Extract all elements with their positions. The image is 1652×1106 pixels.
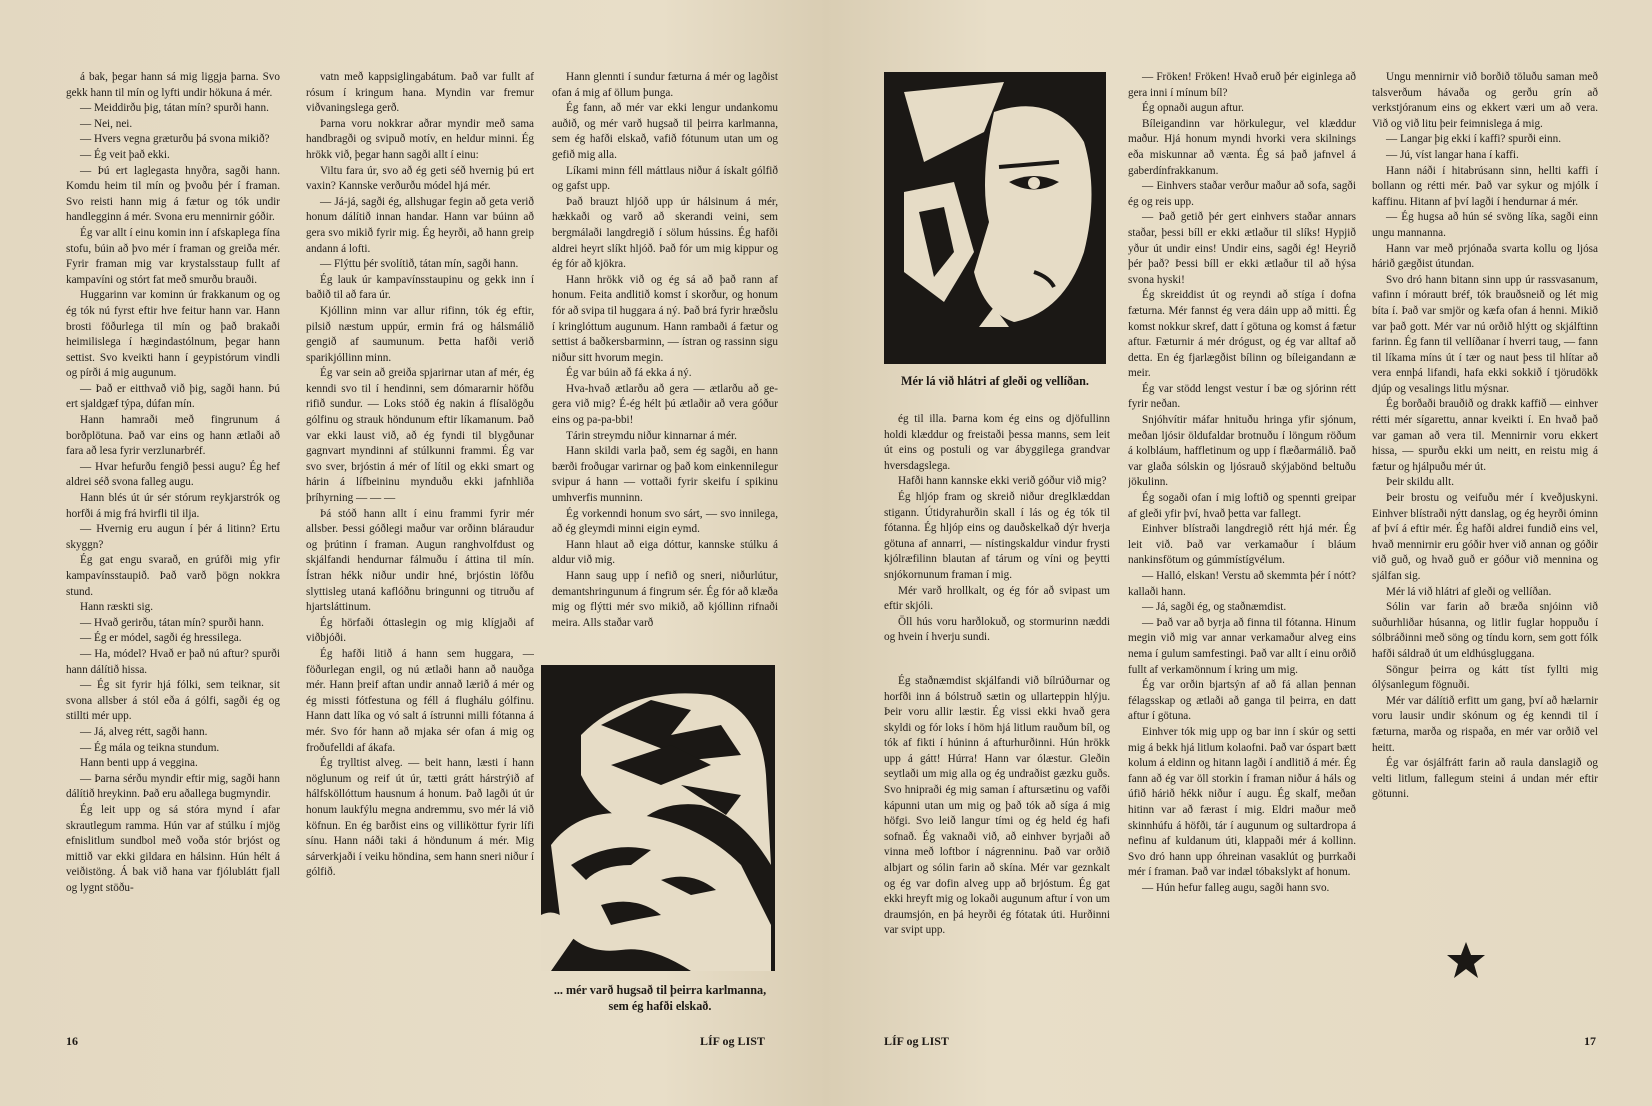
paragraph: Ég hafði litið á hann sem huggara, — föðurlegan engil, og nú ætlaði hann að nauðga mér. Hann þreif aftan undir annað lærið á mér og ég missti fótfestuna og féll á flughálu gólfinu. Hann datt líka og vó salt á ístrunni milli fótanna á mér. Svo fór hann að mjaka sér ofan á mig og froðufelldi af ákafa.: [306, 647, 534, 754]
paragraph: Tárin streymdu niður kinnarnar á mér.: [566, 429, 737, 442]
paragraph: Þeir skildu allt.: [1386, 476, 1455, 489]
paragraph: Hann hrökk við og ég sá að það rann af honum. Feita andlitið komst í skorður, og honum fór að svipa til huggara á ný. Það brá fyrir hræðslu í kringlóttum augunum. Hann rambaði á fætur og settist á baðkersbarminn, — ístran og rassinn sigu niður sitt hvorum megin.: [552, 273, 778, 364]
paragraph: Hann skildi varla það, sem ég sagði, en hann bærði froðugar varirnar og það kom einkennilegur svipur á hann — vottaði fyrir skeifu í spikinu umhverfis munninn.: [552, 445, 778, 505]
paragraph: — Hvað gerirðu, tátan mín? spurði hann.: [80, 616, 264, 629]
paragraph: Hva-hvað ætlarðu að gera — ætlarðu að ge-gera við mig? É-ég hélt þú ætlaðir að vera góður eins og pa-pa-bbi!: [552, 382, 778, 427]
woman-face-woodcut-illustration: [884, 72, 1106, 364]
paragraph: — Flýttu þér svolítið, tátan mín, sagði hann.: [320, 258, 519, 271]
paragraph: — Ég sit fyrir hjá fólki, sem teiknar, sit svona allsber á stól eða á gólfi, sagði ég og stillti mér upp.: [66, 679, 280, 723]
paragraph: Ég skreiddist út og reyndi að stíga í dofna fæturna. Mér fannst ég vera dáin upp að mitti. Ég komst nokkur skref, datt í götuna og komst á fætur aftur. Fæturnir á mér drógust, og ég var alltaf að detta. En ég fjarlægðist bílinn og bíleigandann æ meir.: [1128, 289, 1356, 380]
paragraph: Ég gat engu svarað, en grúfði mig yfir kampavínsstaupið. Það varð þögn nokkra stund.: [66, 554, 280, 598]
left-column-2: [306, 70, 534, 1010]
paragraph: Ég var orðin bjartsýn af að fá allan þennan félagsskap og ætlaði að ganga til þeirra, en datt aftur í götuna.: [1128, 679, 1356, 723]
paragraph: — Langar þig ekki í kaffi? spurði einn.: [1386, 133, 1562, 146]
paragraph: — Meiddirðu þig, tátan mín? spurði hann.: [80, 102, 269, 115]
paragraph: Ég var sein að greiða spjarirnar utan af mér, ég kenndi svo til í hendinni, sem dómararnir höfðu rifið sundur. — Loks stóð ég nakin á flísalögðu gólfinu og strauk höndunum eftir líkamanum. Það var ekki laust við, að ég fyndi til blygðunar gagnvart myndinni af stúlkunni frammi. Ég var svo sver, brjóstin á mér of lítil og ekki smart og hárin á lífbeininu mynduðu ekki jafnhliða þríhyrning — — —: [306, 367, 534, 505]
paragraph: Þá stóð hann allt í einu frammi fyrir mér allsber. Þessi góðlegi maður var orðinn bláraudur og þrútinn í framan. Augun ranghvolfdust og skjálfandi hendurnar fálmuðu í áttina til mín. Ístran hékk niður undir hné, brjóstin löfðu slyttisleg utaná kaflóðnu bringunni og titruðu af hjartsláttinum.: [306, 507, 534, 614]
paragraph: — Jú, víst langar hana í kaffi.: [1386, 148, 1519, 161]
paragraph: Ég hljóp fram og skreið niður dreglklæddan stigann. Útidyrahurðin skall í lás og ég tók til fótanna. Ég hljóp eins og dauðskelkað dýr hverja götuna af annarri, — nístingskaldur vindur frysti kjólræfilinn blautan af tárum og víni og þeytti snjókornunum framan í mig.: [884, 490, 1110, 581]
paragraph: — Ég er módel, sagði ég hressilega.: [80, 632, 242, 645]
paragraph: Ég var allt í einu komin inn í afskaplega fína stofu, búin að þvo mér í framan og greiða mér. Fyrir framan mig var krystalsstaup fullt af kampavíni og stórt fat með smurðu brauði.: [66, 226, 280, 286]
paragraph: — Það er eitthvað við þig, sagði hann. Þú ert sjaldgæf týpa, dúfan mín.: [66, 382, 280, 411]
paragraph: Hann ræskti sig.: [80, 601, 154, 614]
paragraph: — Einhvers staðar verður maður að sofa, sagði ég og reis upp.: [1128, 180, 1356, 208]
paragraph: Svo dró hann bitann sinn upp úr rassvasanum, vafinn í mórautt bréf, tók brauðsneið og lét mig bíta í. Það var smjör og kæfa ofan á henni. Mikið var það gott. Mér var nú orðið hlýtt og skjálftinn farinn. Ég fann til vellíðanar í hverri taug, — fann til líkama míns út í tær og naut þess til hlítar að vera ennþá lifandi, hafa ekki sokkið í tjörudökk djúp og vesalings litlu mýsnar.: [1372, 273, 1598, 395]
paragraph: — Hvers vegna græturðu þá svona mikið?: [80, 133, 270, 146]
paragraph: Sólin var farin að bræða snjóinn við suðurhliðar húsanna, og litlir fuglar hoppuðu í sólbráðinni með söng og tíndu korn, sem gott fólk hafði sáldrað út um eldhúsgluggana.: [1372, 601, 1598, 660]
paragraph: [884, 646, 1110, 674]
paragraph: Bíleigandinn var hörkulegur, vel klæddur maður. Hjá honum myndi hvorki vera skilnings eða miskunnar að vænta. Ég sá það jafnvel á gaberdínfrakkanum.: [1128, 117, 1356, 177]
left-running-title: LÍF og LIST: [700, 1034, 765, 1048]
paragraph: Ég borðaði brauðið og drakk kaffið — einhver rétti mér sígarettu, annar kveikti í. En hvað það var gaman að vera til. Mennirnir voru ekkert hissa, — spurðu ekki um neitt, en reistu mig á fætur og hjálpuðu mér út.: [1372, 398, 1598, 473]
paragraph: Snjóhvítir máfar hnituðu hringa yfir sjónum, meðan ljósir öldufaldar brotnuðu í löngum röðum á kolbláum, haffletinum og upp í flæðarmálið. Það var glaða sólskin og ljósrauð skýjabönd beltuðu jökulinn.: [1128, 414, 1356, 489]
paragraph: Hann blés út úr sér stórum reykjarstrók og horfði á mig frá hvirfli til ilja.: [66, 492, 280, 520]
paragraph: Hann benti upp á veggina.: [80, 757, 198, 770]
right-page-number: 17: [1584, 1034, 1596, 1048]
paragraph: Ég var stödd lengst vestur í bæ og sjórinn rétt fyrir neðan.: [1128, 382, 1356, 411]
left-column-1: [66, 70, 280, 1000]
right-column-2: [1128, 70, 1356, 1010]
paragraph: — Nei, nei.: [80, 117, 133, 130]
paragraph: vatn með kappsiglingabátum. Það var fullt af rósum í kringum hana. Myndin var fremur viðvaningslega gerð.: [306, 71, 534, 115]
paragraph: — Já, alveg rétt, sagði hann.: [80, 725, 208, 738]
right-running-title: LÍF og LIST: [884, 1034, 949, 1048]
paragraph: Það brauzt hljóð upp úr hálsinum á mér, hækkaði og varð að skerandi veini, sem bergmálaði langdregið í sölum hússins. Ég hafði aldrei heyrt slíkt hljóð. Það fór um mig kippur og ég fór að kjökra.: [552, 195, 778, 271]
paragraph: Mér var dálítið erfitt um gang, því að hælarnir voru lausir undir skónum og ég kenndi til í fæturna, marða og rispaða, en mér var orðið vel heitt.: [1372, 694, 1598, 754]
paragraph: Þarna voru nokkrar aðrar myndir með sama handbragði og svipuð motív, en heldur minni. Ég hrökk við, þegar hann sagði allt í einu:: [306, 117, 534, 161]
paragraph: Hann hamraði með fingrunum á borðplötuna. Það var eins og hann ætlaði að fara að lesa fyrir verzlunarbréf.: [66, 414, 280, 458]
paragraph: Þeir brostu og veifuðu mér í kveðjuskyni. Einhver blístraði nýtt danslag, og ég heyrði óminn af því á eftir mér. Ég hafði aldrei fundið eins vel, hvað mennirnir eru góðir hver við annan og góðir við guð, og hvað guð er góður við mennina og sjálfan sig.: [1372, 492, 1598, 582]
paragraph: Einhver tók mig upp og bar inn í skúr og setti mig á bekk hjá litlum kolaofni. Það var óspart bætt kolum á eldinn og hitann lagði í andlitið á mér. Ég fann að ég var öll storkin í framan niður á háls og úfið hárið hékk niður í augu. Ég skalf, meðan hitinn var að færast í mig. Eldri maður með skinnhúfu á höfði, tár í augunum og sultardropa á nefinu af kuldanum úti, klappaði mér á kollinn. Svo dró hann upp óhreinan vasaklút og þurrkaði mér í framan. Það var indæl tóbakslykt af honum.: [1128, 725, 1356, 879]
paragraph: Hafði hann kannske ekki verið góður við mig?: [898, 475, 1107, 488]
paragraph: Viltu fara úr, svo að ég geti séð hvernig þú ert vaxin? Kannske verðurðu módel hjá mér.: [306, 164, 534, 193]
paragraph: Hann hlaut að eiga dóttur, kannske stúlku á aldur við mig.: [552, 538, 778, 567]
paragraph: — Ég mála og teikna stundum.: [80, 741, 220, 754]
paragraph: Hann glennti í sundur fæturna á mér og lagðist ofan á mig af öllum þunga.: [552, 71, 778, 99]
paragraph: Ég sogaði ofan í mig loftið og spennti greipar af gleði yfir því, hvað þetta var fallegt.: [1128, 492, 1356, 520]
paragraph: Mér varð hrollkalt, og ég fór að svipast um eftir skjóli.: [884, 584, 1110, 613]
left-page-number: 16: [66, 1034, 78, 1048]
paragraph: Ég var ósjálfrátt farin að raula danslagið og velti litlum, fallegum steini á undan mér eftir götunni.: [1372, 757, 1598, 801]
paragraph: ég til illa. Þarna kom ég eins og djöfullinn holdi klæddur og freistaði þessa manns, sem leit út eins og postuli og var ábyggilega grandvar hversdagslega.: [884, 413, 1110, 472]
paragraph: — Ha, módel? Hvað er það nú aftur? spurði hann dálítið hissa.: [66, 647, 280, 676]
paragraph: — Hvernig eru augun í þér á litinn? Ertu skyggn?: [66, 523, 280, 551]
paragraph: — Þarna sérðu myndir eftir mig, sagði hann dálítið hreykinn. Það eru aðallega bugmyndir.: [66, 772, 280, 801]
paragraph: — Halló, elskan! Verstu að skemmta þér í nótt? kallaði hann.: [1128, 570, 1356, 598]
paragraph: Ég leit upp og sá stóra mynd í afar skrautlegum ramma. Hún var af stúlku í mjög efnislitlum sundbol með voða stór brjóst og mittið var ekki gildara en hálsinn. Hún hélt á veiðistöng. Á bak við hana var fjólublátt fjall og lygnt stöðu-: [66, 803, 280, 894]
paragraph: — Þú ert laglegasta hnyðra, sagði hann. Komdu heim til mín og þvoðu þér í framan. Svo reisti hann mig á fætur og tók undir handlegginn á mér. Svona eru mennirnir góðir.: [66, 164, 280, 224]
paragraph: Ég lauk úr kampavínsstaupinu og gekk inn í baðið til að fara úr.: [306, 273, 534, 302]
left-illustration-caption: ... mér varð hugsað til þeirra karlmanna, sem ég hafði elskað.: [553, 983, 767, 1013]
paragraph: — Hvar hefurðu fengið þessi augu? Ég hef aldrei séð svona falleg augu.: [66, 460, 280, 489]
right-illustration-caption: Mér lá við hlátri af gleði og vellíðan.: [901, 374, 1089, 388]
paragraph: — Það getið þér gert einhvers staðar annars staðar, þessi bíll er ekki ætlaður til slíks! Hypjið yður út undir eins! Undir eins, sagði ég! Heyrið þér það? Þessi bíll er ekki ætlaður til að hýsa svona hyski!: [1128, 211, 1356, 286]
paragraph: — Já, sagði ég, og staðnæmdist.: [1142, 601, 1287, 614]
paragraph: Líkami minn féll máttlaus niður á ískalt gólfið og gafst upp.: [552, 164, 778, 193]
right-column-1: [884, 412, 1110, 1012]
paragraph: — Fröken! Fröken! Hvað eruð þér eiginlega að gera inni í mínum bíl?: [1128, 71, 1356, 99]
paragraph: Ég var búin að fá ekka á ný.: [566, 367, 692, 380]
paragraph: Hann var með prjónaða svarta kollu og ljósa hárið gægðist útundan.: [1372, 242, 1598, 271]
paragraph: Huggarinn var kominn úr frakkanum og og ég tók nú fyrst eftir hve feitur hann var. Hann brosti föðurlega til mín og það brakaði heimilislega í hægindastólnum, þegar hann settist. Svo kveikti hann í geypistórum vindli og pírði á mig augunum.: [66, 289, 280, 380]
paragraph: Ég opnaði augun aftur.: [1142, 102, 1244, 115]
paragraph: á bak, þegar hann sá mig liggja þarna. Svo gekk hann til mín og lyfti undir hökuna á mér.: [66, 71, 280, 99]
paragraph: Hann náði í hitabrúsann sinn, hellti kaffi í bollann og rétti mér. Það var sykur og mjólk í kaffinu. Hitann af því lagði í hendurnar á mér.: [1372, 164, 1598, 208]
paragraph: — Já-já, sagði ég, allshugar fegin að geta verið honum dálítið innan handar. Hann var búinn að gera svo mikið fyrir mig. Ég heyrði, að hann greip andann á lofti.: [306, 195, 534, 255]
right-column-3: [1372, 70, 1598, 910]
star-ornament-icon: [1446, 940, 1486, 980]
paragraph: Ungu mennirnir við borðið töluðu saman með talsverðum hávaða og gerðu grín að verkstjóranum eins og ekkert væri um að vera. Við og við litu þeir feimnislega á mig.: [1372, 71, 1598, 130]
paragraph: — Hún hefur falleg augu, sagði hann svo.: [1142, 881, 1330, 894]
paragraph: Ég staðnæmdist skjálfandi við bílrúðurnar og horfði inn á bólstruð sætin og ullarteppin hlýju. Þeir voru allir læstir. Ég vissi ekki hvað gera skyldi og fór loks í höm hjá litlum rauðum bíl, og tók af fikti í húninn á afturhurðinni. Hún hrökk upp á gátt! Húrra! Hann var ólæstur. Gleðin seytlaði um mig alla og ég undraðist gæzku guðs. Svo hnipraði ég mig saman í aftursætinu og vafði kápunni utan um mig og það tók að síga á mig höfgi. Svo leið langur tími og ég held ég hafi sofnað. Ég vaknaði við, að einhver byrjaði að vinna með loftbor í nágrenninu. Það var orðið albjart og sólin farin að skína. Mér var geznkalt og ég var dofin alveg upp að brjóstum. Ég gat ekki hreyft mig og lokaði augunum aftur í von um draumsjón, en þá heyrði ég fótatak úti. Hurðinni var svipt upp.: [884, 674, 1110, 937]
paragraph: — Það var að byrja að finna til fótanna. Hinum megin við mig var annar verkamaður alveg eins nema í gulum samfestingi. Það var allt í einu orðið fullt af verkamönnum í kring um mig.: [1128, 616, 1356, 676]
paragraph: — Ég veit það ekki.: [80, 148, 170, 161]
paragraph: Ég vorkenndi honum svo sárt, — svo innilega, að ég gleymdi minni eigin eymd.: [552, 507, 778, 536]
paragraph: Söngur þeirra og kátt tíst fyllti mig ólýsanlegum fögnuði.: [1372, 663, 1598, 692]
paragraph: Öll hús voru harðlokuð, og stormurinn næddi og hvein í hverju sundi.: [884, 615, 1110, 644]
right-page: [826, 0, 1652, 1106]
left-column-3: [552, 70, 778, 632]
paragraph: Hann saug upp í nefið og sneri, niðurlútur, demantshringunum á fingrum sér. Ég fór að klæða mig og flýtti mér svo mikið, að kjóllinn rifnaði meira. Alls staðar varð: [552, 570, 778, 629]
paragraph: Einhver blístraði langdregið rétt hjá mér. Ég leit við. Það var verkamaður í bláum nankinsfötum og gúmmístígvélum.: [1128, 523, 1356, 567]
paragraph: Mér lá við hlátri af gleði og vellíðan.: [1386, 585, 1552, 598]
paragraph: Ég trylltist alveg. — beit hann, læsti í hann nöglunum og reif út úr, tætti grátt hárstrýið af hálfsköllóttum hausnum á honum. Það lagði út úr honum laukfýlu megna andremmu, svo mér lá við köfnun. En ég barðist eins og villiköttur fyrir lífi sínu. Hann náði taki á höndunum á mér. Mig sárverkjaði í veiku höndina, sem hann sneri niður í gólfið.: [306, 757, 534, 879]
paragraph: Ég hörfaði óttaslegin og mig klígjaði af viðbjóði.: [306, 616, 534, 645]
paragraph: Ég fann, að mér var ekki lengur undankomu auðið, og mér varð hugsað til þeirra karlmanna, sem ég hafði elskað, vafið fótunum utan um og gefið mig alla.: [552, 102, 778, 161]
paragraph: — Ég hugsa að hún sé svöng líka, sagði einn ungu mannanna.: [1372, 211, 1598, 239]
embrace-woodcut-illustration: [541, 665, 775, 971]
paragraph: Kjóllinn minn var allur rifinn, tók ég eftir, pilsið næstum uppúr, ermin frá og hálsmálið gengið af saumunum. Þetta hafði verið sparikjóllinn minn.: [306, 304, 534, 364]
